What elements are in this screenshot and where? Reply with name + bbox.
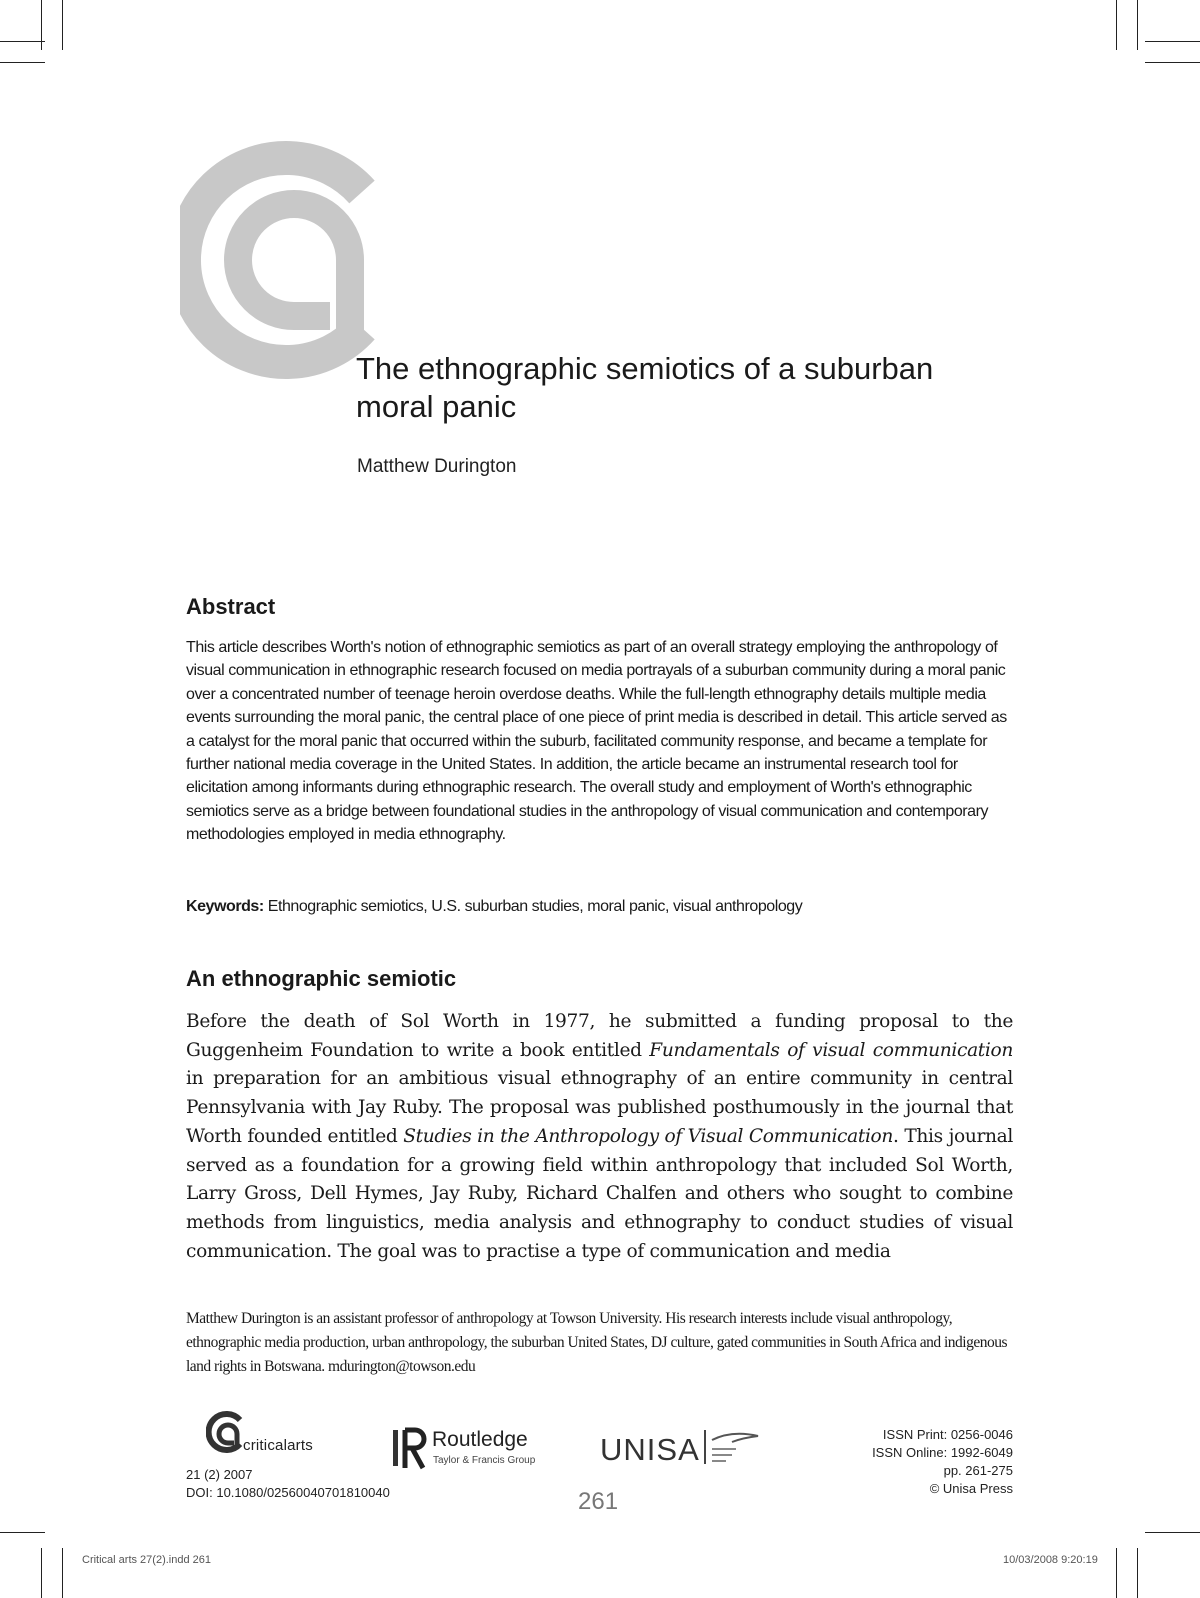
crop-mark [62,0,63,50]
journal-logo-icon [180,140,390,380]
crop-mark [1145,41,1200,42]
keywords-text: Ethnographic semiotics, U.S. suburban studies, moral panic, visual anthropology [263,898,803,915]
body-paragraph [186,1008,1013,1266]
title-line: moral panic [356,389,517,424]
crop-mark [1137,0,1138,50]
journal-title: Studies in the Anthropology of Visual Communication [403,1125,894,1147]
abstract-heading: Abstract [186,594,276,619]
issn-print: ISSN Print: 0256-0046 [882,1427,1013,1442]
critical-arts-logo-icon [206,1410,246,1454]
crop-mark [41,0,42,50]
keywords [186,898,802,916]
crop-mark [1116,0,1117,50]
routledge-logo-subtext: Taylor & Francis Group [433,1455,536,1466]
book-title: Fundamentals of visual communication [649,1039,1013,1061]
crop-mark [62,1548,63,1598]
doi: DOI: 10.1080/02560040701810040 [186,1485,390,1500]
crop-mark [41,1548,42,1598]
body-text-part: Before the death of Sol Worth in 1977, he submitted a funding proposal to the Guggenheim Foundation to write a book entitled [186,1011,1013,1061]
author-bio: Matthew Durington is an assistant professor of anthropology at Towson University. His research interests include visual anthropology, ethnographic media production, urban anthropology, the suburban United States, DJ culture, gated communities in South Africa and indigenous land rights in Botswana. mdurington@towson.edu [186,1310,1007,1375]
crop-mark [1145,62,1200,63]
crop-mark [1137,1548,1138,1598]
section-heading: An ethnographic semiotic [186,966,457,991]
author-name: Matthew Durington [357,456,517,477]
routledge-logo-icon [393,1426,429,1472]
volume-issue: 21 (2) 2007 [186,1467,253,1482]
copyright: © Unisa Press [929,1481,1013,1496]
keywords-label: Keywords: [186,898,264,915]
crop-mark [0,1532,45,1533]
crop-mark [1116,1548,1117,1598]
page-number: 261 [578,1488,619,1515]
body-text-part: . This journal served as a foundation for a growing field within anthropology that included Sol Worth, Larry Gross, Dell Hymes, Jay Ruby, Richard Chalfen and others who sought to combine methods from linguistics, media analysis and ethnography to conduct studies of visual communication. The goal was to practise a type of communication and media [186,1125,1013,1262]
unisa-logo-text: UNISA [600,1432,700,1467]
page-range: pp. 261-275 [943,1463,1013,1478]
crop-mark [0,62,45,63]
article-title [356,350,1056,426]
abstract-text: This article describes Worth's notion of ethnographic semiotics as part of an overall strategy employing the anthropology of visual communication in ethnographic research focused on media portrayals of a suburban community during a moral panic over a concentrated number of teenage heroin overdose deaths. While the full-length ethnography details multiple media events surrounding the moral panic, the central place of one piece of print media is described in detail. This article served as a catalyst for the moral panic that occurred within the suburb, facilitated community response, and became a template for further national media coverage in the United States. In addition, the article became an instrumental research tool for elicitation among informants during ethnographic research. The overall study and employment of Worth's ethnographic semiotics serve as a bridge between foundational studies in the anthropology of visual communication and contemporary methodologies employed in media ethnography. [186,639,1007,844]
print-slug-date: 10/03/2008 9:20:19 [1003,1554,1098,1566]
issn-online: ISSN Online: 1992-6049 [872,1445,1013,1460]
critical-arts-logo-text: criticalarts [243,1437,313,1454]
unisa-logo-icon [702,1428,762,1468]
routledge-logo-text: Routledge [432,1428,528,1451]
crop-mark [0,41,45,42]
print-slug-file: Critical arts 27(2).indd 261 [82,1554,212,1566]
publication-info [186,1466,390,1502]
body-text-part: in preparation for an ambitious visual ethnography of an entire community in central Pennsylvania with Jay Ruby. The proposal was published posthumously in the journal that Worth founded entitled [186,1068,1013,1147]
issn-block [820,1426,1013,1498]
title-line: The ethnographic semiotics of a suburban [356,351,934,386]
crop-mark [1145,1532,1200,1533]
